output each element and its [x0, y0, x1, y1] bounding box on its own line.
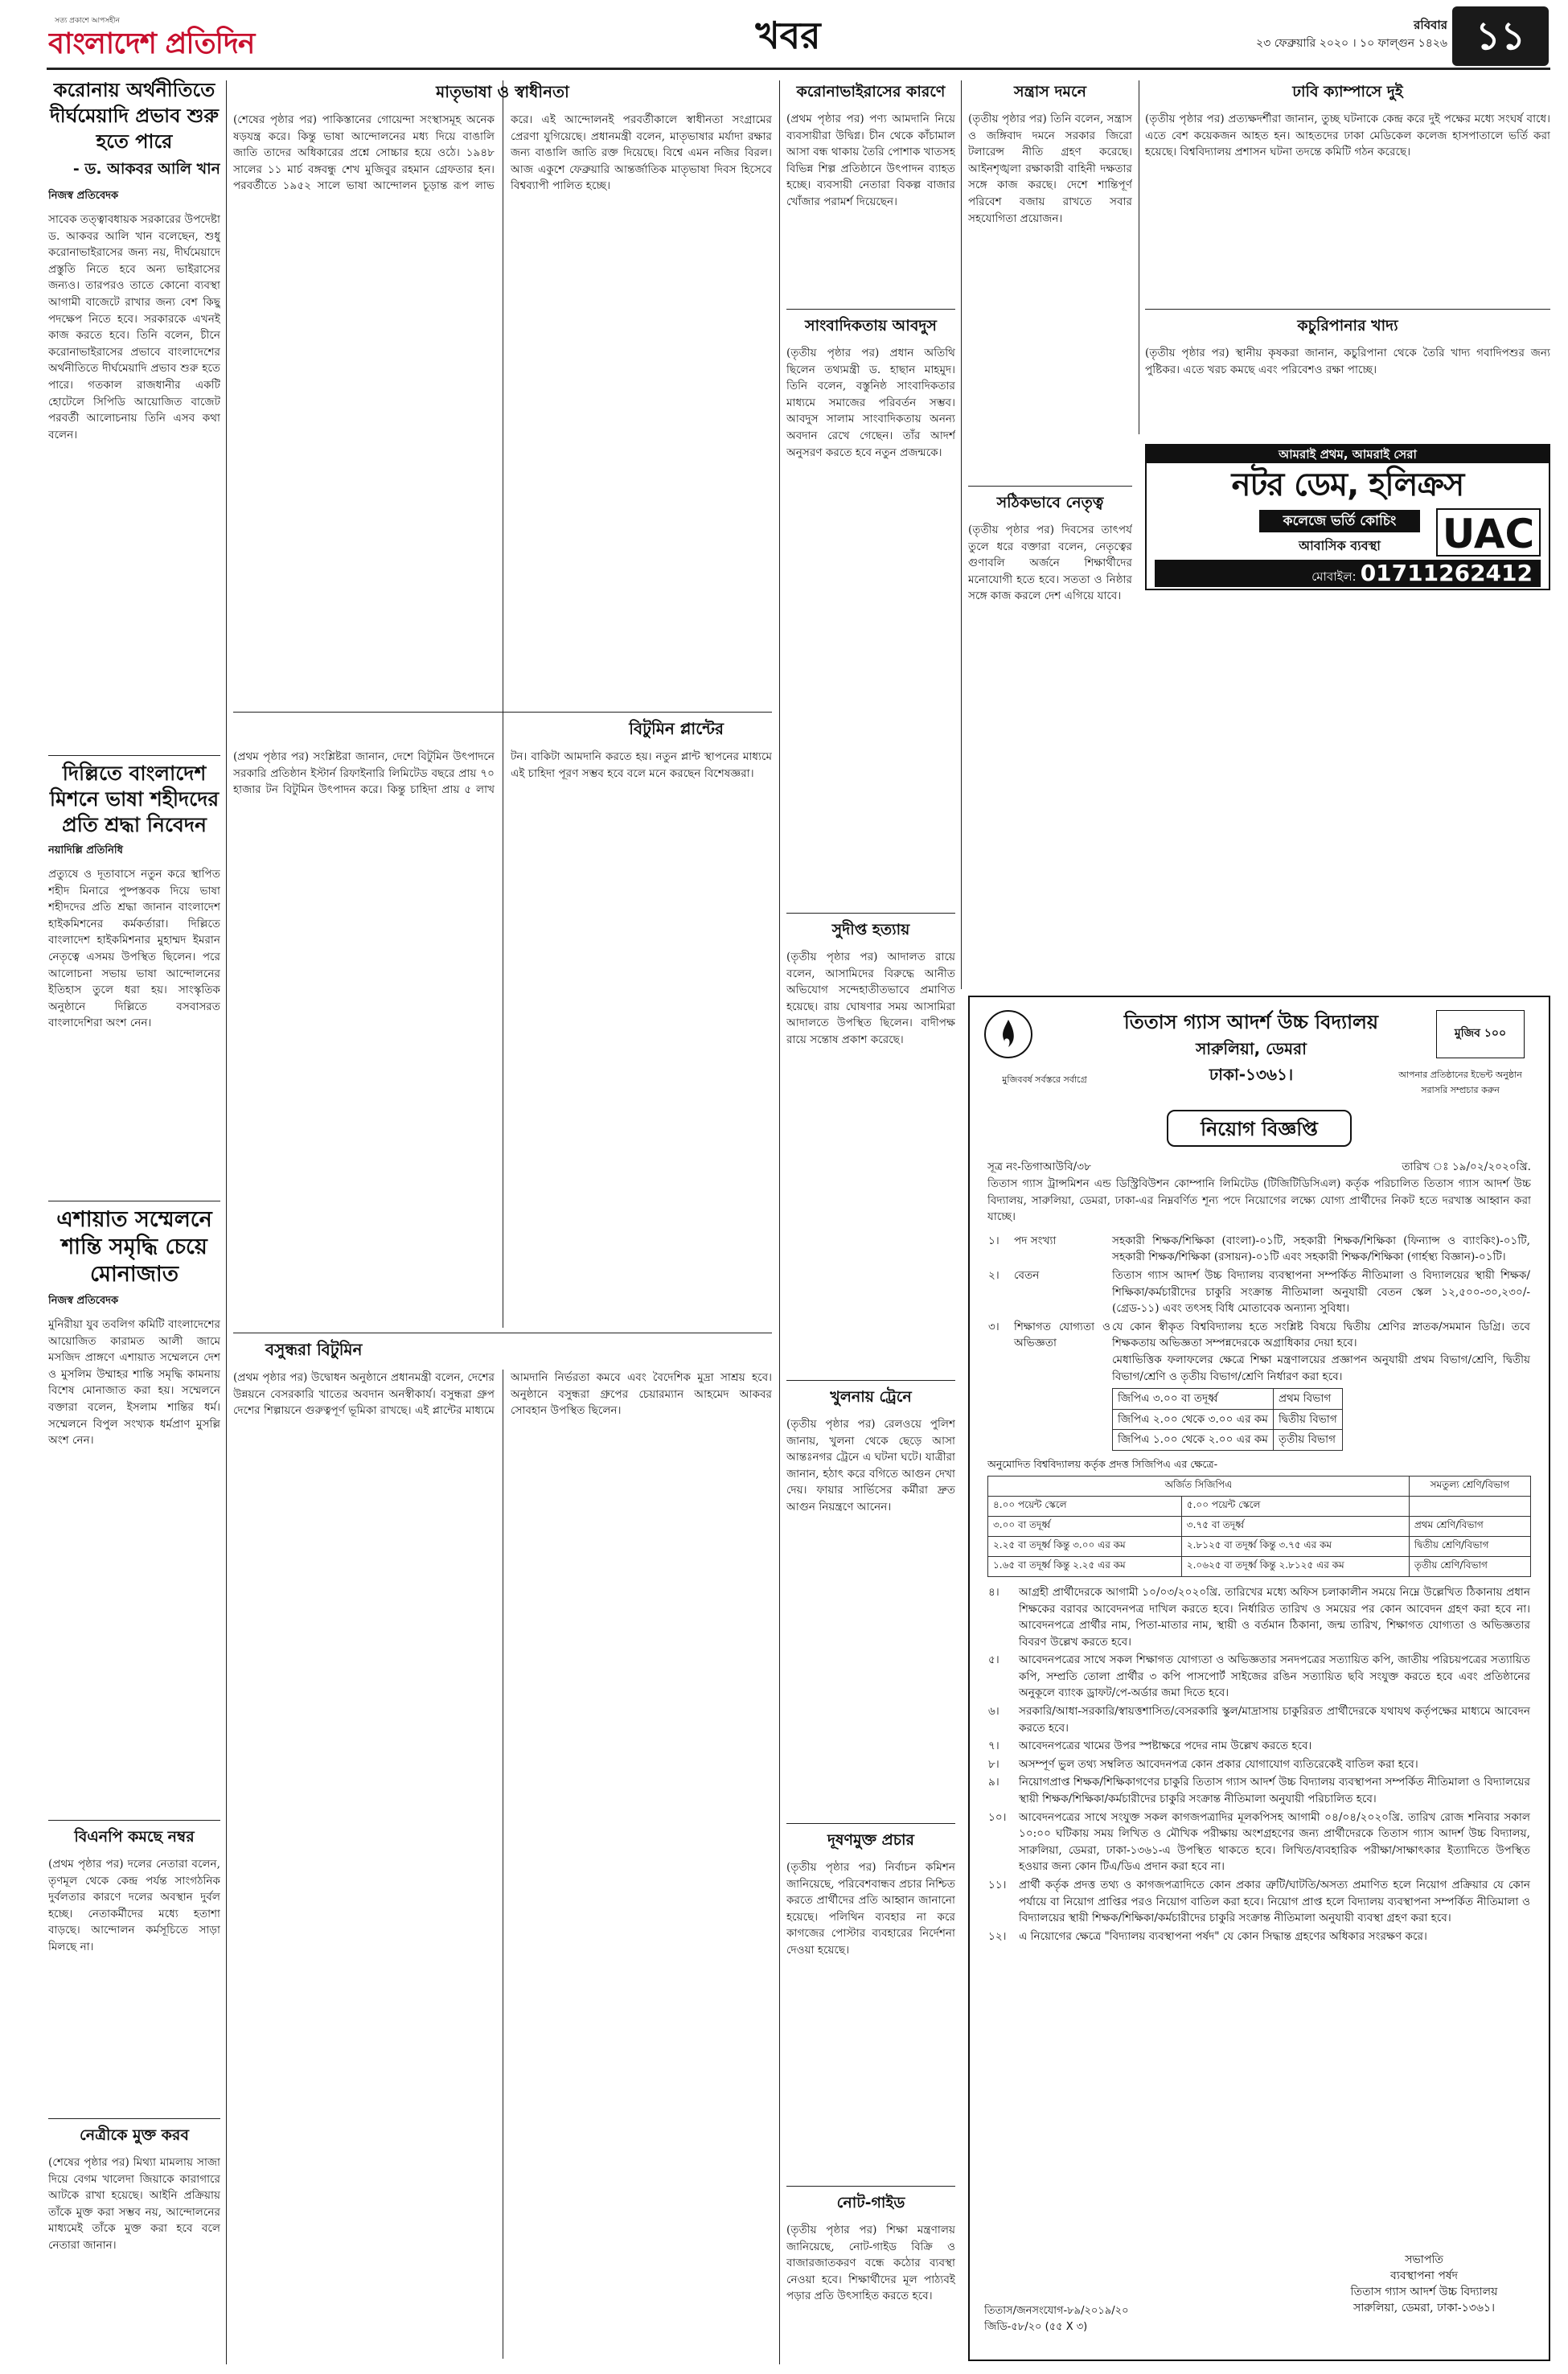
article-rule: [968, 486, 1132, 487]
sign-address: সারুলিয়া, ডেমরা, ঢাকা-১৩৬১।: [1353, 2302, 1496, 2314]
gpa-row: [1113, 1389, 1343, 1410]
item-num: ১।: [988, 1234, 999, 1247]
condition-num: ৯।: [988, 1776, 999, 1789]
mujib-logo: [1436, 1010, 1525, 1058]
cgpa-cell: ৩.৭৫ বা তদূর্ধ্ব: [1181, 1516, 1409, 1536]
notice-item: [987, 1232, 1531, 1267]
headline: করোনাভাইরাসের কারণে: [796, 83, 946, 101]
item-text: তিতাস গ্যাস আদর্শ উচ্চ বিদ্যালয় ব্যবস্থাপনা সম্পর্কিত নীতিমালা ও বিদ্যালয়ের স্থায়ী শিক্ষক/শিক্ষিকা/কর্মচারীদের চাকুরি সংক্রান্ত নীতিমালা অনুযায়ী বেতন স্কেল ১২,৫০০-৩০,২৩০/- (গ্রেড-১১) এবং তৎসহ বিধি মোতাবেক অন্যান্য সুবিধা।: [1112, 1268, 1530, 1316]
headline: সন্ত্রাস দমনে: [1014, 83, 1086, 101]
condition-num: ৫।: [988, 1653, 999, 1667]
source: নয়াদিল্লি প্রতিনিধি: [48, 844, 123, 856]
notice-title: নিয়োগ বিজ্ঞপ্তি: [1167, 1110, 1352, 1147]
cgpa-cell: ৪.০০ পয়েন্ট স্কেলে: [988, 1496, 1182, 1516]
gpa-cell: জিপিএ ১.০০ থেকে ২.০০ এর কম: [1113, 1430, 1274, 1451]
masthead-section: খবর: [755, 14, 821, 57]
item-label: বেতন: [1014, 1268, 1040, 1282]
column-3: [786, 77, 955, 2361]
article-delhi: [48, 761, 220, 1196]
notice-conditions: [987, 1583, 1531, 1945]
cgpa-row: [988, 1556, 1531, 1576]
notice-school-name: তিতাস গ্যাস আদর্শ উচ্চ বিদ্যালয়: [1123, 1011, 1379, 1033]
footer-ref-2: জিডি-৫৮/২০ (৫৫ X ৩): [984, 2321, 1088, 2333]
cgpa-cell: [1409, 1496, 1530, 1516]
notice-items: [987, 1232, 1531, 1455]
masthead-logo: [48, 14, 322, 63]
headline: সঠিকভাবে নেতৃত্ব: [996, 494, 1104, 511]
sign-title: সভাপতি: [1405, 2253, 1443, 2266]
article-rule: [1145, 309, 1550, 310]
flame-icon: [986, 1012, 1031, 1057]
condition-text: প্রার্থী কর্তৃক প্রদত্ত তথ্য ও কাগজপত্রাদিতে কোন প্রকার ত্রুটি/ঘাটতি/অসত্য প্রমাণিত হলে নিয়োগ প্রক্রিয়ার যে কোন পর্যায়ে বা নিয়োগ প্রাপ্তির পরও নিয়োগ বাতিল করা হবে। নিয়োগ প্রাপ্ত হলে বিদ্যালয় ব্যবস্থাপনা সম্পর্কিত নীতিমালা ও বিদ্যালয়ের স্থায়ী শিক্ষক/শিক্ষিকা/কর্মচারীদের চাকুরি সংক্রান্ত নীতিমালা অনুযায়ী ব্যবস্থা গ্রহণ করা হবে।: [1019, 1879, 1530, 1925]
notice-content: [987, 1158, 1531, 2348]
ad-phone: 01711262412: [1360, 560, 1533, 586]
condition-num: ৬।: [988, 1705, 999, 1719]
masthead: [0, 0, 1568, 71]
condition-row: [987, 1773, 1531, 1808]
source: নিজস্ব প্রতিবেদক: [48, 1295, 119, 1307]
headline: মাতৃভাষা ও স্বাধীনতা: [436, 82, 569, 101]
article-body: (প্রথম পৃষ্ঠার পর) সংশ্লিষ্টরা জানান, দেশে বিটুমিন উৎপাদনে সরকারি প্রতিষ্ঠান ইস্টার্ন রিফাইনারি লিমিটেড বছরে প্রায় ৭০ হাজার টন বিটুমিন উৎপাদন করে। কিন্তু চাহিদা প্রায় ৫ লাখ টন। বাকিটা আমদানি করতে হয়। নতুন প্লান্ট স্থাপনের মাধ্যমে এই চাহিদা পূরণ সম্ভব হবে বলে মনে করছেন বিশেষজ্ঞরা।: [233, 750, 772, 797]
headline: কচুরিপানার খাদ্য: [1297, 317, 1398, 335]
condition-text: আবেদনপত্রের খামের উপর স্পষ্টাক্ষরে পদের নাম উল্লেখ করতে হবে।: [1019, 1739, 1312, 1753]
gpa-cell: জিপিএ ২.০০ থেকে ৩.০০ এর কম: [1113, 1409, 1274, 1430]
ad-tag: আবাসিক ব্যবস্থা: [1299, 538, 1381, 553]
gpa-table: [1112, 1388, 1343, 1451]
headline: নোট-গাইড: [836, 2194, 905, 2212]
article-rule: [786, 1823, 955, 1824]
masthead-logo-text: বাংলাদেশ প্রতিদিন: [48, 27, 255, 60]
notice-item: [987, 1318, 1531, 1455]
article-body: (প্রথম পৃষ্ঠার পর) দলের নেতারা বলেন, তৃণমূল থেকে কেন্দ্র পর্যন্ত সাংগঠনিক দুর্বলতার কারণে দলের অবস্থান দুর্বল হচ্ছে। নেতাকর্মীদের মধ্যে হতাশা বাড়ছে। আন্দোলন কর্মসূচিতে সাড়া মিলছে না।: [48, 1858, 220, 1953]
byline: - ড. আকবর আলি খান: [72, 160, 220, 178]
column-rule: [961, 80, 962, 989]
cgpa-cell: ২.৮১২৫ বা তদূর্ধ্ব কিন্তু ৩.৭৫ এর কম: [1181, 1536, 1409, 1556]
gpa-cell: তৃতীয় বিভাগ: [1273, 1430, 1342, 1451]
sign-body: ব্যবস্থাপনা পর্ষদ: [1390, 2269, 1458, 2282]
article-rule: [48, 755, 220, 756]
condition-row: [987, 1651, 1531, 1702]
item-label: পদ সংখ্যা: [1014, 1234, 1057, 1247]
article-body: সাবেক তত্ত্বাবধায়ক সরকারের উপদেষ্টা ড. আকবর আলি খান বলেছেন, শুধু করোনাভাইরাসের জন্য নয়, দীর্ঘমেয়াদে প্রস্তুতি নিতে হবে অন্য ভাইরাসের জন্যও। তারপরও তাতে কোনো ব্যবস্থা আগামী বাজেটে রাখার জন্য বেশ কিছু পদক্ষেপ নিতে হবে। সরকারকে এখনই কাজ করতে হবে। তিনি বলেন, চীনে করোনাভাইরাসের প্রভাবে বাংলাদেশের অর্থনীতিতে দীর্ঘমেয়াদি প্রভাব শুরু হতে পারে। গতকাল রাজধানীর একটি হোটেলে সিপিডি আয়োজিত বাজেট পরবর্তী আলোচনায় তিনি এসব কথা বলেন।: [48, 213, 220, 442]
notice-right-caption: আপনার প্রতিষ্ঠানের ইভেন্ট অনুষ্ঠান সরাসরি সম্প্রচার করুন: [1398, 1070, 1522, 1095]
condition-text: আগ্রহী প্রার্থীদেরকে আগামী ১০/০৩/২০২০খ্রি. তারিখের মধ্যে অফিস চলাকালীন সময়ে নিম্নে উল্লেখিত ঠিকানায় প্রধান শিক্ষকের বরাবর আবেদনপত্র দাখিল করতে হবে। নির্ধারিত তারিখ ও সময়ের পর কোন আবেদন গ্রহণ করা হবে না। আবেদনপত্রে প্রার্থীর নাম, পিতা-মাতার নাম, স্থায়ী ও বর্তমান ঠিকানা, জন্ম তারিখ, শিক্ষাগত যোগ্যতা ও অভিজ্ঞতার বিবরণ উল্লেখ করতে হবে।: [1019, 1585, 1530, 1649]
item-text: [1111, 1318, 1531, 1455]
condition-text: আবেদনপত্রের সাথে সংযুক্ত সকল কাগজপত্রাদির মূলকপিসহ আগামী ০৪/০৪/২০২০খ্রি. তারিখ রোজ শনিবার সকাল ১০:০০ ঘটিকায় সময় লিখিত ও মৌখিক পরীক্ষায় অংশগ্রহণের জন্য প্রার্থীদেরকে তিতাস গ্যাস আদর্শ উচ্চ বিদ্যালয়, সারুলিয়া, ডেমরা, ঢাকা-১৩৬১-এ উপস্থিত থাকতে হবে। লিখিত/ব্যবহারিক পরীক্ষা/সাক্ষাৎকার ইত্যাদিতে উপস্থিত হওয়ার জন্য কোন টিএ/ডিএ প্রদান করা হবে না।: [1019, 1810, 1530, 1874]
article-bnp: [48, 1826, 220, 2113]
article-body: (তৃতীয় পৃষ্ঠার পর) শিক্ষা মন্ত্রণালয় জানিয়েছে, নোট-গাইড বিক্রি ও বাজারজাতকরণ বন্ধে কঠোর ব্যবস্থা নেওয়া হবে। শিক্ষার্থীদের মূল পাঠ্যবই পড়ার প্রতি উৎসাহিত করতে হবে।: [786, 2224, 955, 2303]
article-eshayat: [48, 1206, 220, 1815]
headline: বিএনপি কমছে নম্বর: [74, 1828, 195, 1846]
notice-date: তারিখ ঃ ১৯/০২/২০২০খ্রি.: [1402, 1160, 1531, 1173]
gpa-cell: প্রথম বিভাগ: [1273, 1389, 1342, 1410]
column-rule: [779, 80, 780, 2364]
condition-text: আবেদনপত্রের সাথে সকল শিক্ষাগত যোগ্যতা ও অভিজ্ঞতার সনদপত্রের সত্যায়িত কপি, জাতীয় পরিচয়পত্রের সত্যায়িত কপি, সম্প্রতি তোলা প্রার্থীর ৩ কপি পাসপোর্ট সাইজের রঙিন সত্যায়িত ছবি সংযুক্ত করতে হবে এবং প্রতিষ্ঠানের অনুকূলে ব্যাংক ড্রাফট/পে-অর্ডার জমা দিতে হবে।: [1019, 1653, 1530, 1700]
article-body: (শেষের পৃষ্ঠার পর) মিথ্যা মামলায় সাজা দিয়ে বেগম খালেদা জিয়াকে কারাগারে আটকে রাখা হয়েছে। আইনি প্রক্রিয়ায় তাঁকে মুক্ত করা সম্ভব নয়, আন্দোলনের মাধ্যমেই তাঁকে মুক্ত করা হবে বলে নেতারা জানান।: [48, 2156, 220, 2252]
cgpa-cell: ৫.০০ পয়েন্ট স্কেলে: [1181, 1496, 1409, 1516]
source: নিজস্ব প্রতিবেদক: [48, 190, 119, 202]
article-body: মুনিরীয়া যুব তবলিগ কমিটি বাংলাদেশের আয়োজিত কারামত আলী জামে মসজিদ প্রাঙ্গণে এশায়াত সম্মেলনে দেশ ও মুসলিম উম্মাহর শান্তি সমৃদ্ধি কামনায় বিশেষ মোনাজাত করা হয়। সম্মেলনে বক্তারা বলেন, ইসলাম শান্তির ধর্ম। সম্মেলনে বিপুল সংখ্যক ধর্মপ্রাণ মুসল্লি অংশ নেন।: [48, 1318, 220, 1448]
ad-phone-box: [1155, 560, 1541, 587]
notice-emblem: [984, 1010, 1032, 1058]
headline: ঢাবি ক্যাম্পাসে দুই: [1292, 83, 1403, 101]
notice-city: ঢাকা-১৩৬১।: [1209, 1065, 1294, 1084]
column-4: [968, 77, 1132, 986]
column-rule: [226, 80, 227, 2364]
notice-left-caption: মুজিববর্ষ সর্বস্তরে সর্বাগ্রে: [1002, 1074, 1087, 1085]
article-rule: [786, 2186, 955, 2187]
headline: বিটুমিন প্লান্টের: [629, 719, 724, 738]
cgpa-row: [988, 1536, 1531, 1556]
cgpa-row: [988, 1496, 1531, 1516]
condition-num: ১১।: [988, 1879, 1007, 1891]
cgpa-cell: প্রথম শ্রেণি/বিভাগ: [1409, 1516, 1530, 1536]
ad-logo: UAC: [1436, 508, 1541, 557]
cgpa-row: [988, 1516, 1531, 1536]
condition-row: [987, 1702, 1531, 1737]
headline: দূষণমুক্ত প্রচার: [827, 1831, 914, 1849]
condition-row: [987, 1809, 1531, 1876]
page-number: ১১: [1452, 6, 1549, 66]
condition-num: ১২।: [988, 1929, 1007, 1943]
cgpa-header: অর্জিত সিজিপিএ: [988, 1476, 1410, 1496]
cgpa-cell: ২.২৫ বা তদূর্ধ্ব কিন্তু ৩.০০ এর কম: [988, 1536, 1182, 1556]
cgpa-caption: অনুমোদিত বিশ্ববিদ্যালয় কর্তৃক প্রদত্ত সিজিপিএ এর ক্ষেত্রে-: [987, 1457, 1218, 1470]
article-body: (তৃতীয় পৃষ্ঠার পর) স্থানীয় কৃষকরা জানান, কচুরিপানা থেকে তৈরি খাদ্য গবাদিপশুর জন্য পুষ্টিকর। এতে খরচ কমছে এবং পরিবেশও রক্ষা পাচ্ছে।: [1145, 347, 1550, 376]
item-num: ৩।: [988, 1320, 999, 1333]
condition-text: অসম্পূর্ণ ভুল তথ্য সম্বলিত আবেদনপত্র কোন প্রকার যোগাযোগ ব্যতিরেকেই বাতিল করা হবে।: [1019, 1757, 1418, 1771]
mujib-label: মুজিব ১০০: [1454, 1027, 1507, 1040]
masthead-day: রবিবার: [1414, 18, 1447, 32]
headline: সুদীপ্ত হত্যায়: [831, 921, 910, 939]
article-rule: [233, 712, 772, 713]
article-rule: [786, 1380, 955, 1381]
condition-num: ১০।: [988, 1810, 1007, 1824]
cgpa-cell: ২.০৬২৫ বা তদূর্ধ্ব কিন্তু ২.৮১২৫ এর কম: [1181, 1556, 1409, 1576]
article-body: (শেষের পৃষ্ঠার পর) পাকিস্তানের গোয়েন্দা সংস্থাসমূহ অনেক ষড়যন্ত্র করে। কিন্তু ভাষা আন্দোলনের মধ্য দিয়ে বাঙালি জাতি তাদের অধিকারের প্রশ্নে সোচ্চার হয়ে ওঠে। ১৯৪৮ সালের ১১ মার্চ বঙ্গবন্ধু শেখ মুজিবুর রহমান গ্রেফতার হন। পরবর্তীতে ১৯৫২ সালে ভাষা আন্দোলন চূড়ান্ত রূপ লাভ করে। এই আন্দোলনই পরবর্তীকালে স্বাধীনতা সংগ্রামের প্রেরণা যুগিয়েছে। প্রধানমন্ত্রী বলেন, মাতৃভাষার মর্যাদা রক্ষার জন্য বাঙালি জাতি রক্ত দিয়েছে। বিশ্বে এমন নজির বিরল। আজ একুশে ফেব্রুয়ারি আন্তর্জাতিক মাতৃভাষা দিবস হিসেবে বিশ্বব্যাপী পালিত হচ্ছে।: [233, 113, 772, 193]
item-num: ২।: [988, 1268, 999, 1282]
article-body: প্রত্যুষে ও দূতাবাসে নতুন করে স্থাপিত শহীদ মিনারে পুষ্পস্তবক দিয়ে ভাষা শহীদদের প্রতি শ্রদ্ধা জানান বাংলাদেশ হাইকমিশনের কর্মকর্তারা। দিল্লিতে বাংলাদেশ হাইকমিশনার মুহাম্মদ ইমরান নেতৃত্বে এসময় উপস্থিত ছিলেন। পরে আলোচনা সভায় ভাষা আন্দোলনের ইতিহাস তুলে ধরা হয়। সাংস্কৃতিক অনুষ্ঠানে দিল্লিতে বসবাসরত বাংলাদেশিরা অংশ নেন।: [48, 868, 220, 1030]
notice-memo: সূত্র নং-তিগাআউবি/৩৮: [987, 1160, 1091, 1173]
condition-row: [987, 1876, 1531, 1928]
headline: সাংবাদিকতায় আবদুস: [805, 317, 937, 335]
condition-num: ৭।: [988, 1739, 999, 1753]
cgpa-cell: দ্বিতীয় শ্রেণি/বিভাগ: [1409, 1536, 1530, 1556]
article-body: (প্রথম পৃষ্ঠার পর) পণ্য আমদানি নিয়ে ব্যবসায়ীরা উদ্বিগ্ন। চীন থেকে কাঁচামাল আসা বন্ধ থাকায় তৈরি পোশাক খাতসহ বিভিন্ন শিল্প প্রতিষ্ঠানে উৎপাদন ব্যাহত হচ্ছে। ব্যবসায়ী নেতারা বিকল্প বাজার খোঁজার পরামর্শ দিয়েছেন।: [786, 113, 955, 208]
cgpa-cell: ১.৬৫ বা তদূর্ধ্ব কিন্তু ২.২৫ এর কম: [988, 1556, 1182, 1576]
article-leader: [48, 2124, 220, 2361]
condition-text: এ নিয়োগের ক্ষেত্রে "বিদ্যালয় ব্যবস্থাপনা পর্ষদ" যে কোন সিদ্ধান্ত গ্রহণের অধিকার সংরক্ষণ করে।: [1019, 1929, 1427, 1943]
masthead-rule: [47, 68, 1550, 70]
masthead-tagline: সত্য প্রকাশে আপসহীন: [55, 17, 120, 25]
article-body: (তৃতীয় পৃষ্ঠার পর) তিনি বলেন, সন্ত্রাস ও জঙ্গিবাদ দমনে সরকার জিরো টলারেন্স নীতি গ্রহণ করেছে। আইনশৃঙ্খলা রক্ষাকারী বাহিনী দক্ষতার সঙ্গে কাজ করছে। দেশে শান্তিপূর্ণ পরিবেশ বজায় রাখতে সবার সহযোগিতা প্রয়োজন।: [968, 113, 1132, 225]
article-body: (তৃতীয় পৃষ্ঠার পর) প্রত্যক্ষদর্শীরা জানান, তুচ্ছ ঘটনাকে কেন্দ্র করে দুই পক্ষের মধ্যে সংঘর্ষ বাধে। এতে বেশ কয়েকজন আহত হন। আহতদের ঢাকা মেডিকেল কলেজ হাসপাতালে ভর্তি করা হয়েছে। বিশ্ববিদ্যালয় প্রশাসন ঘটনা তদন্তে কমিটি গঠন করেছে।: [1145, 113, 1550, 159]
article-body: (তৃতীয় পৃষ্ঠার পর) নির্বাচন কমিশন জানিয়েছে, পরিবেশবান্ধব প্রচার নিশ্চিত করতে প্রার্থীদের প্রতি আহ্বান জানানো হয়েছে। পলিথিন ব্যবহার না করে কাগজের পোস্টার ব্যবহারের নির্দেশনা দেওয়া হয়েছে।: [786, 1861, 955, 1957]
condition-row: [987, 1737, 1531, 1756]
headline: এশায়াত সম্মেলনে শান্তি সমৃদ্ধি চেয়ে মোনাজাত: [56, 1207, 212, 1287]
ad-sub: কলেজে ভর্তি কোচিং: [1259, 510, 1420, 532]
notice-intro: তিতাস গ্যাস ট্রান্সমিশন এন্ড ডিস্ট্রিবিউশন কোম্পানি লিমিটেড (টিজিটিডিসিএল) কর্তৃক পরিচালিত তিতাস গ্যাস আদর্শ উচ্চ বিদ্যালয়, সারুলিয়া, ডেমরা, ঢাকা-এর নিম্নবর্ণিত শূন্য পদে নিয়োগের লক্ষ্যে যোগ্য প্রার্থীদের নিকট হতে দরখাস্ত আহ্বান করা যাচ্ছে।: [987, 1177, 1531, 1224]
condition-row: [987, 1583, 1531, 1651]
cgpa-cell: তৃতীয় শ্রেণি/বিভাগ: [1409, 1556, 1530, 1576]
ad-top-line: আমরাই প্রথম, আমরাই সেরা: [1147, 446, 1549, 463]
condition-row: [987, 1928, 1531, 1946]
condition-text: সরকারি/আধা-সরকারি/স্বায়ত্তশাসিত/বেসরকারি স্কুল/মাদ্রাসায় চাকুরিরত প্রার্থীদেরকে যথাযথ কর্তৃপক্ষের মাধ্যমে আবেদন করতে হবে।: [1019, 1705, 1530, 1735]
grade-note: মেধাভিত্তিক ফলাফলের ক্ষেত্রে শিক্ষা মন্ত্রণালয়ের প্রজ্ঞাপন অনুযায়ী প্রথম বিভাগ/শ্রেণি, দ্বিতীয় বিভাগ/শ্রেণি ও তৃতীয় বিভাগ/শ্রেণি নির্ধারণ করা হবে।: [1112, 1353, 1530, 1383]
cgpa-table: [987, 1476, 1531, 1577]
cgpa-cell: ৩.০০ বা তদূর্ধ্ব: [988, 1516, 1182, 1536]
column-1: [48, 77, 220, 2361]
notice-ref-row: [987, 1158, 1531, 1176]
article-body: (তৃতীয় পৃষ্ঠার পর) প্রধান অতিথি ছিলেন তথ্যমন্ত্রী ড. হাছান মাহমুদ। তিনি বলেন, বস্তুনিষ্ঠ সাংবাদিকতার মাধ্যমে সমাজের পরিবর্তন সম্ভব। আবদুস সালাম সাংবাদিকতায় অনন্য অবদান রেখে গেছেন। তাঁর আদর্শ অনুসরণ করতে হবে নতুন প্রজন্মকে।: [786, 347, 955, 459]
column-2: [233, 77, 772, 2361]
headline: বসুন্ধরা বিটুমিন: [265, 1340, 363, 1359]
masthead-date: ২৩ ফেব্রুয়ারি ২০২০ । ১০ ফাল্গুন ১৪২৬: [1256, 37, 1447, 50]
article-body: (তৃতীয় পৃষ্ঠার পর) আদালত রায়ে বলেন, আসামিদের বিরুদ্ধে আনীত অভিযোগ সন্দেহাতীতভাবে প্রমাণিত হয়েছে। রায় ঘোষণার সময় আসামিরা আদালতে উপস্থিত ছিলেন। বাদীপক্ষ রায়ে সন্তোষ প্রকাশ করেছে।: [786, 951, 955, 1046]
notice-location: সারুলিয়া, ডেমরা: [1196, 1039, 1307, 1058]
headline: নেত্রীকে মুক্ত করব: [80, 2126, 189, 2144]
recruitment-notice: [968, 996, 1550, 2361]
gpa-cell: জিপিএ ৩.০০ বা তদূর্ধ্ব: [1113, 1389, 1274, 1410]
article-rule: [786, 309, 955, 310]
ad-contact-label: মোবাইল:: [1311, 569, 1357, 584]
article-economy: [48, 77, 220, 750]
article-rule: [786, 913, 955, 914]
item-text-body: যে কোন স্বীকৃত বিশ্ববিদ্যালয় হতে সংশ্লিষ্ট বিষয়ে দ্বিতীয় শ্রেণির স্নাতক/সমমান ডিগ্রি। তবে শিক্ষকতায় অভিজ্ঞতা সম্পন্নদেরকে অগ্রাধিকার দেয়া হবে।: [1112, 1320, 1530, 1350]
sign-school: তিতাস গ্যাস আদর্শ উচ্চ বিদ্যালয়: [1350, 2286, 1498, 2298]
article-rule: [48, 2118, 220, 2119]
gpa-row: [1113, 1430, 1343, 1451]
condition-row: [987, 1756, 1531, 1774]
ad-brand: নটর ডেম, হলিক্রস: [1231, 466, 1464, 503]
article-rule: [48, 1820, 220, 1821]
condition-text: নিয়োগপ্রাপ্ত শিক্ষক/শিক্ষিকাগণের চাকুরি তিতাস গ্যাস আদর্শ উচ্চ বিদ্যালয় ব্যবস্থাপনা সম্পর্কিত নীতিমালা ও বিদ্যালয়ের স্থায়ী শিক্ষক/শিক্ষিকা/কর্মচারীদের চাকুরি সংক্রান্ত নীতিমালা অনুযায়ী পরিচালিত হবে।: [1019, 1776, 1530, 1806]
notice-signature: [1307, 2252, 1541, 2332]
article-body: (তৃতীয় পৃষ্ঠার পর) দিবসের তাৎপর্য তুলে ধরে বক্তারা বলেন, নেতৃত্বের গুণাবলি অর্জনে শিক্ষার্থীদের মনোযোগী হতে হবে। সততা ও নিষ্ঠার সঙ্গে কাজ করলে দেশ এগিয়ে যাবে।: [968, 524, 1132, 603]
headline: খুলনায় ট্রেনে: [830, 1388, 912, 1406]
notice-header: [1090, 1008, 1412, 1097]
article-body: (প্রথম পৃষ্ঠার পর) উদ্বোধন অনুষ্ঠানে প্রধানমন্ত্রী বলেন, দেশের উন্নয়নে বেসরকারি খাতের অবদান অনস্বীকার্য। বসুন্ধরা গ্রুপ দেশের শিল্পায়নে গুরুত্বপূর্ণ ভূমিকা রাখছে। এই প্লান্টের মাধ্যমে আমদানি নির্ভরতা কমবে এবং বৈদেশিক মুদ্রা সাশ্রয় হবে। অনুষ্ঠানে বসুন্ধরা গ্রুপের চেয়ারম্যান আহমেদ আকবর সোবহান উপস্থিত ছিলেন।: [233, 1371, 772, 1418]
condition-num: ৮।: [988, 1757, 999, 1771]
cgpa-header: সমতুল্য শ্রেণি/বিভাগ: [1409, 1476, 1530, 1496]
ad-coaching: [1145, 444, 1550, 590]
article-body: (তৃতীয় পৃষ্ঠার পর) রেলওয়ে পুলিশ জানায়, খুলনা থেকে ছেড়ে আসা আন্তঃনগর ট্রেনে এ ঘটনা ঘটে। যাত্রীরা জানান, হঠাৎ করে বগিতে আগুন দেখা দেয়। ফায়ার সার্ভিসের কর্মীরা দ্রুত আগুন নিয়ন্ত্রণে আনেন।: [786, 1418, 955, 1514]
gpa-cell: দ্বিতীয় বিভাগ: [1273, 1409, 1342, 1430]
footer-ref-1: তিতাস/জনসংযোগ-৮৯/২০১৯/২০: [984, 2305, 1129, 2317]
item-text: সহকারী শিক্ষক/শিক্ষিকা (বাংলা)-০১টি, সহকারী শিক্ষক/শিক্ষিকা (ফিন্যান্স ও ব্যাংকিং)-০১টি, সহকারী শিক্ষক/শিক্ষিকা (রসায়ন)-০১টি এবং সহকারী শিক্ষক/শিক্ষিকা (গার্হস্থ্য বিজ্ঞান)-০১টি।: [1112, 1234, 1530, 1264]
column-5: [1145, 77, 1550, 439]
headline: দিল্লিতে বাংলাদেশ মিশনে ভাষা শহীদদের প্রতি শ্রদ্ধা নিবেদন: [49, 762, 220, 836]
notice-footer-ref: [984, 2303, 1274, 2339]
cgpa-header-row: [988, 1476, 1531, 1496]
condition-num: ৪।: [988, 1585, 999, 1599]
headline: করোনায় অর্থনীতিতে দীর্ঘমেয়াদি প্রভাব শুরু হতে পারে: [50, 79, 219, 153]
masthead-dateline: [1126, 16, 1447, 61]
item-label: শিক্ষাগত যোগ্যতা ও অভিজ্ঞতা: [1014, 1320, 1110, 1350]
gpa-row: [1113, 1409, 1343, 1430]
notice-item: [987, 1267, 1531, 1318]
